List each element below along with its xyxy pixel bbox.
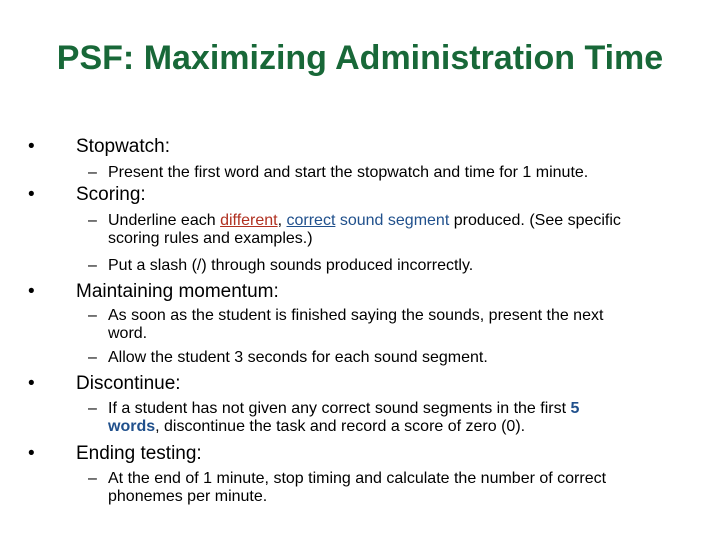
dash-icon: – <box>88 400 97 417</box>
sub-bullet-text-continued: word. <box>108 325 148 342</box>
bullet-heading: Discontinue: <box>76 373 181 394</box>
text-run: Underline each <box>108 212 221 229</box>
emphasis-sound-segment: sound segment <box>339 212 450 229</box>
text-run: , discontinue the task and record a score of zero (0). <box>155 418 526 435</box>
emphasis-different: different <box>220 212 278 229</box>
bullet-icon: • <box>28 373 35 394</box>
bullet-icon: • <box>28 281 35 302</box>
text-run: If a student has not given any correct sound segments in the first <box>108 400 571 417</box>
sub-bullet-text-continued: phonemes per minute. <box>108 488 268 505</box>
sub-bullet-text: At the end of 1 minute, stop timing and calculate the number of correct <box>108 470 607 487</box>
dash-icon: – <box>88 257 97 274</box>
emphasis-five: 5 <box>570 400 580 417</box>
bullet-heading: Stopwatch: <box>76 136 170 157</box>
dash-icon: – <box>88 349 97 366</box>
dash-icon: – <box>88 164 97 181</box>
emphasis-words: words <box>108 418 156 435</box>
slide-title: PSF: Maximizing Administration Time <box>56 39 664 77</box>
dash-icon: – <box>88 212 97 229</box>
dash-icon: – <box>88 307 97 324</box>
sub-bullet-text: Present the first word and start the stopwatch and time for 1 minute. <box>108 164 589 181</box>
bullet-icon: • <box>28 136 35 157</box>
bullet-icon: • <box>28 184 35 205</box>
sub-bullet-text: Put a slash (/) through sounds produced incorrectly. <box>108 257 474 274</box>
sub-bullet-text-continued <box>108 418 525 436</box>
bullet-heading: Ending testing: <box>76 443 202 464</box>
bullet-icon: • <box>28 443 35 464</box>
bullet-heading: Maintaining momentum: <box>76 281 279 302</box>
bullet-heading: Scoring: <box>76 184 146 205</box>
sub-bullet-text: Allow the student 3 seconds for each sound segment. <box>108 349 488 366</box>
sub-bullet-text <box>108 400 579 418</box>
emphasis-correct: correct <box>286 212 336 229</box>
sub-bullet-text: As soon as the student is finished saying the sounds, present the next <box>108 307 604 324</box>
text-run: produced. (See specific <box>449 212 621 229</box>
sub-bullet-text <box>108 212 621 230</box>
sub-bullet-text-continued: scoring rules and examples.) <box>108 230 313 247</box>
dash-icon: – <box>88 470 97 487</box>
text-run: , <box>277 212 287 229</box>
